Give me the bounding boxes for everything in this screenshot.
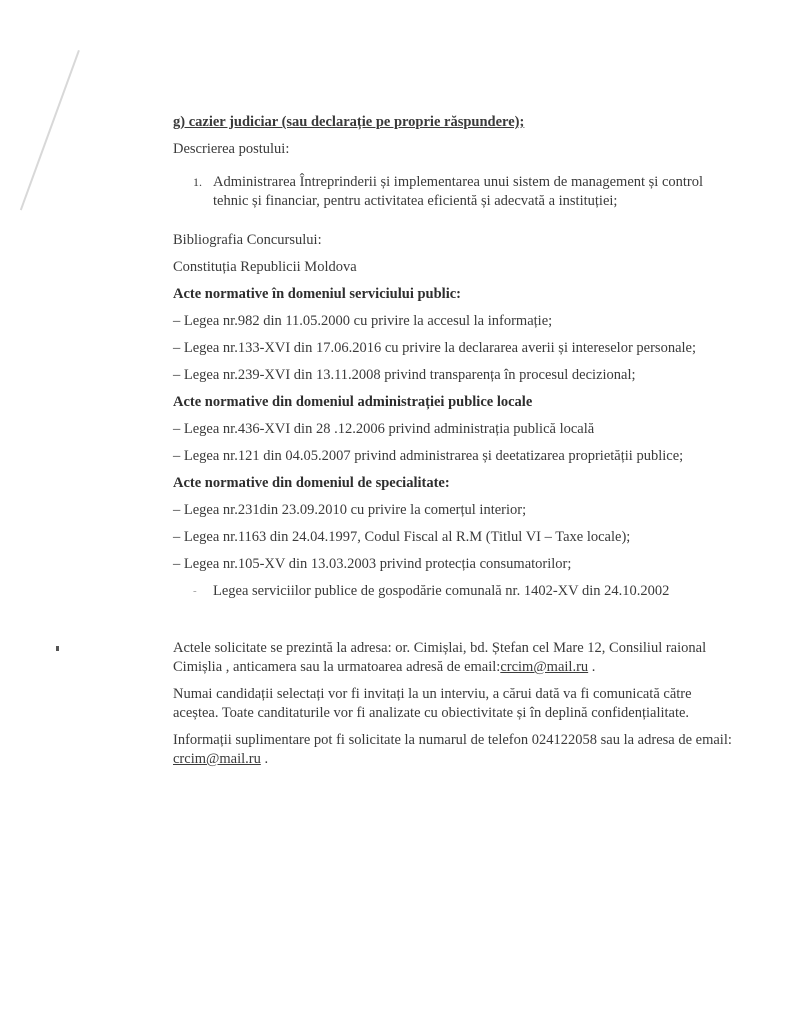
law-item: – Legea nr.436-XVI din 28 .12.2006 privind administrația publică locală [173, 421, 595, 437]
job-item-text: Administrarea Întreprinderii și implementarea unui sistem de management și control tehnic și financiar, pentru activitatea eficientă și adecvată a instituției; [213, 174, 704, 209]
section-title-public-service: Acte normative în domeniul serviciului public: [173, 286, 461, 302]
info-paragraph: Informații suplimentare pot fi solicitate la numarul de telefon 024122058 sau la adresa de email: crcim@mail.ru . [173, 732, 732, 767]
sub-item-text: Legea serviciilor publice de gospodărie comunală nr. 1402-XV din 24.10.2002 [213, 583, 670, 599]
law-item: – Legea nr.231din 23.09.2010 cu privire la comerțul interior; [173, 502, 527, 518]
scan-artifact-line [20, 50, 80, 210]
section-title-local-admin: Acte normative din domeniul administrației publice locale [173, 394, 533, 410]
document-page [173, 113, 733, 777]
law-item: – Legea nr.1163 din 24.04.1997, Codul Fiscal al R.M (Titlul VI – Taxe locale); [173, 529, 631, 545]
job-description-label: Descrierea postului: [173, 141, 290, 157]
law-item: – Legea nr.982 din 11.05.2000 cu privire la accesul la informație; [173, 313, 553, 329]
requirement-heading: g) cazier judiciar (sau declarație pe proprie răspundere); [173, 114, 525, 130]
sub-item-marker: - [193, 585, 197, 597]
law-sub-item [193, 582, 733, 601]
job-item [193, 173, 733, 211]
address-paragraph: Actele solicitate se prezintă la adresa: or. Cimișlai, bd. Ștefan cel Mare 12, Consiliul raional Cimișlia , anticamera sau la urmatoarea adresă de email:crcim@mail.ru . [173, 640, 707, 675]
section-title-specialty: Acte normative din domeniul de specialitate: [173, 475, 450, 491]
constitution-item: Constituția Republicii Moldova [173, 259, 357, 275]
interview-paragraph: Numai candidații selectați vor fi invitați la un interviu, a cărui dată va fi comunicată către aceștea. Toate canditaturile vor fi analizate cu obiectivitate și în deplină confidențialitate. [173, 686, 692, 721]
scan-speck [56, 646, 59, 651]
law-item: – Legea nr.133-XVI din 17.06.2016 cu privire la declararea averii și intereselor personale; [173, 340, 697, 356]
law-item: – Legea nr.121 din 04.05.2007 privind administrarea și deetatizarea proprietății publice; [173, 448, 684, 464]
bibliography-label: Bibliografia Concursului: [173, 232, 322, 248]
email-link[interactable]: crcim@mail.ru [500, 659, 589, 675]
job-item-number: 1. [193, 175, 202, 189]
law-item: – Legea nr.239-XVI din 13.11.2008 privind transparența în procesul decizional; [173, 367, 636, 383]
law-item: – Legea nr.105-XV din 13.03.2003 privind protecția consumatorilor; [173, 556, 572, 572]
email-link[interactable]: crcim@mail.ru [173, 751, 261, 767]
